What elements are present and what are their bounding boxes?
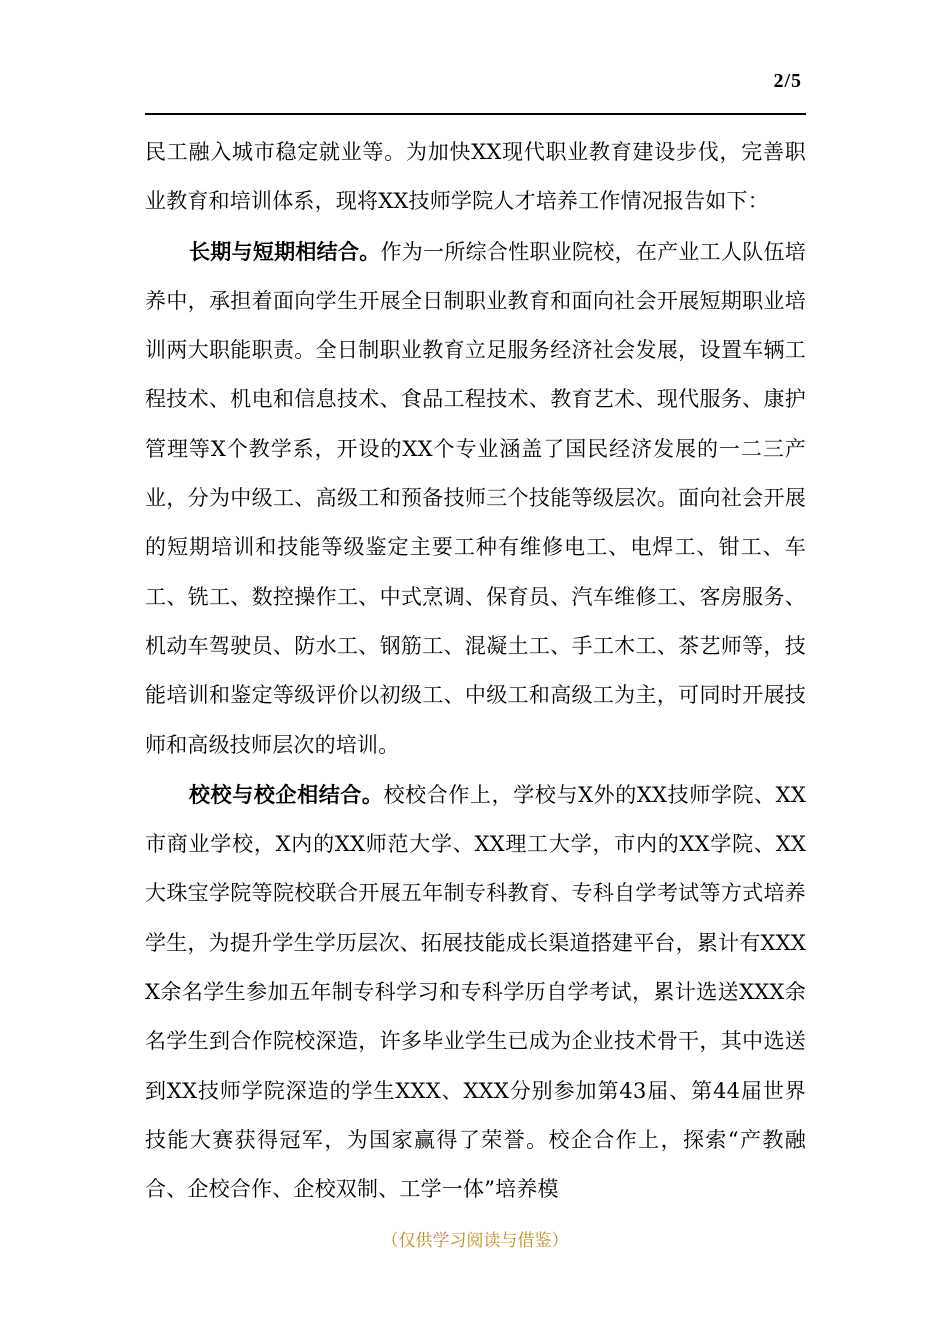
paragraph-school-enterprise-text: 校校合作上，学校与X外的XX技师学院、XX市商业学校，X内的XX师范大学、XX理工大学，市内的XX学院、XX大珠宝学院等院校联合开展五年制专科教育、专科自学考试等方式培养学生，为提升学生学历层次、拓展技能成长渠道搭建平台，累计有XXXX余名学生参加五年制专科学习和专科学历自学考试，累计选送XXX余名学生到合作院校深造，许多毕业学生已成为企业技术骨干，其中选送到XX技师学院深造的学生XXX、XXX分别参加第43届、第44届世界技能大赛获得冠军，为国家赢得了荣誉。校企合作上，探索“产教融合、企校合作、企校双制、工学一体”培养模	[145, 782, 806, 1202]
paragraph-heading-long-short-term: 长期与短期相结合。	[189, 238, 381, 264]
paragraph-long-short-term-text: 作为一所综合性职业院校，在产业工人队伍培养中，承担着面向学生开展全日制职业教育和面向社会开展短期职业培训两大职能职责。全日制职业教育立足服务经济社会发展，设置车辆工程技术、机电和信息技术、食品工程技术、教育艺术、现代服务、康护管理等X个教学系，开设的XX个专业涵盖了国民经济发展的一二三产业，分为中级工、高级工和预备技师三个技能等级层次。面向社会开展的短期培训和技能等级鉴定主要工种有维修电工、电焊工、钳工、车工、铣工、数控操作工、中式烹调、保育员、汽车维修工、客房服务、机动车驾驶员、防水工、钢筋工、混凝土工、手工木工、茶艺师等，技能培训和鉴定等级评价以初级工、中级工和高级工为主，可同时开展技师和高级技师层次的培训。	[145, 239, 806, 757]
paragraph-school-enterprise	[145, 770, 806, 1215]
paragraph-heading-school-enterprise: 校校与校企相结合。	[189, 781, 384, 807]
paragraph-intro-text: 民工融入城市稳定就业等。为加快XX现代职业教育建设步伐，完善职业教育和培训体系，现将XX技师学院人才培养工作情况报告如下：	[145, 140, 806, 214]
paragraph-long-short-term	[145, 227, 806, 770]
paragraph-intro	[145, 128, 806, 227]
header-divider	[145, 113, 806, 115]
document-body	[145, 128, 806, 1215]
page-number: 2/5	[773, 70, 802, 92]
footer-note: （仅供学习阅读与借鉴）	[381, 1231, 569, 1251]
